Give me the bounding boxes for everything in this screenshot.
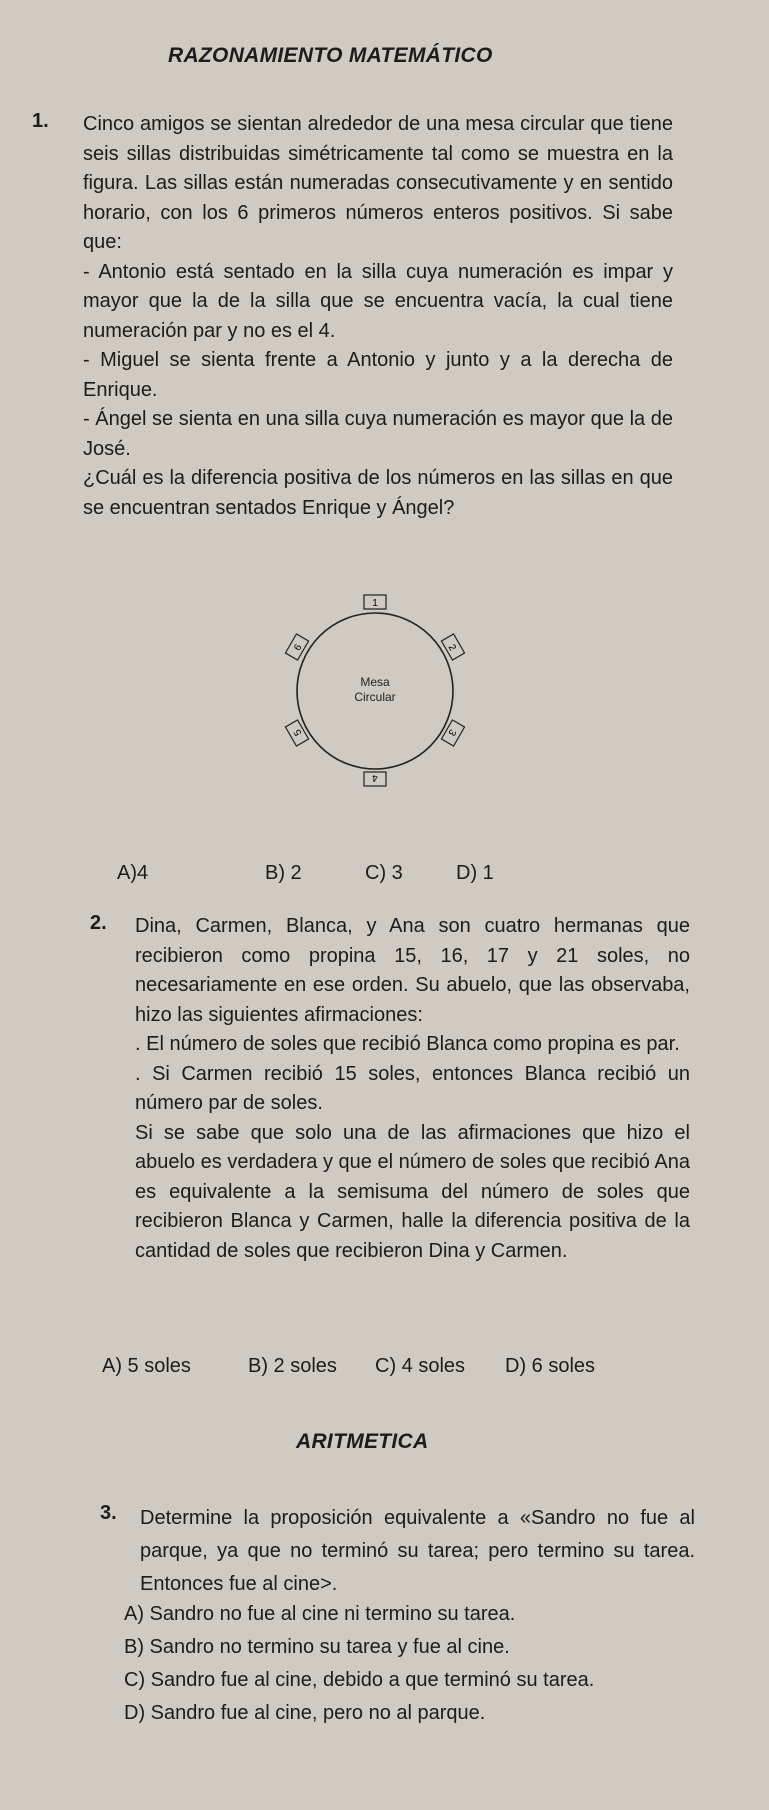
round-table-figure bbox=[268, 585, 483, 795]
q1-option-a[interactable]: A)4 bbox=[117, 862, 149, 884]
q2-option-c[interactable]: C) 4 soles bbox=[375, 1355, 466, 1377]
q2-option-b[interactable]: B) 2 soles bbox=[248, 1355, 337, 1377]
chair-4-number: 4 bbox=[372, 772, 378, 783]
chair-5-number: 5 bbox=[292, 727, 305, 738]
q3-text bbox=[140, 1502, 695, 1601]
q1-option-d[interactable]: D) 1 bbox=[456, 862, 494, 884]
q3-option-c[interactable]: C) Sandro fue al cine, debido a que terminó su tarea. bbox=[124, 1669, 595, 1691]
table-label-line1: Mesa bbox=[360, 675, 390, 689]
q2-question: Si se sabe que solo una de las afirmaciones que hizo el abuelo es verdadera y que el número de soles que recibió Ana es equivalente a la semisuma del número de soles que recibieron Blanca y Carmen, halle la diferencia positiva de la cantidad de soles que recibieron Dina y Carmen. bbox=[135, 1121, 690, 1262]
q3-number: 3. bbox=[100, 1502, 117, 1524]
chair-6-number: 6 bbox=[292, 642, 305, 653]
table-label-line2: Circular bbox=[354, 690, 396, 704]
q2-statement-1: . El número de soles que recibió Blanca como propina es par. bbox=[135, 1033, 680, 1055]
q3-option-b[interactable]: B) Sandro no termino su tarea y fue al cine. bbox=[124, 1636, 510, 1658]
chair-2-number: 2 bbox=[445, 642, 458, 653]
q1-clue-miguel: - Miguel se sienta frente a Antonio y junto y a la derecha de Enrique. bbox=[83, 349, 673, 401]
q1-option-c[interactable]: C) 3 bbox=[365, 862, 403, 884]
chair-1 bbox=[364, 595, 386, 609]
q3-option-d[interactable]: D) Sandro fue al cine, pero no al parque. bbox=[124, 1702, 486, 1724]
q3-option-a[interactable]: A) Sandro no fue al cine ni termino su tarea. bbox=[124, 1603, 516, 1625]
q3-question: Determine la proposición equivalente a «Sandro no fue al parque, ya que no terminó su tarea; pero termino su tarea. Entonces fue al cine>. bbox=[140, 1507, 695, 1595]
q1-text bbox=[83, 110, 673, 523]
q2-intro: Dina, Carmen, Blanca, y Ana son cuatro hermanas que recibieron como propina 15, 16, 17 y 21 soles, no necesariamente en ese orden. Su abuelo, que las observaba, hizo las siguientes afirmaciones: bbox=[135, 915, 690, 1026]
q1-clue-antonio: - Antonio está sentado en la silla cuya numeración es impar y mayor que la de la silla que se encuentra vacía, la cual tiene numeración par y no es el 4. bbox=[83, 260, 673, 342]
q2-text bbox=[135, 912, 690, 1266]
chair-3-number: 3 bbox=[445, 727, 458, 738]
q2-option-a[interactable]: A) 5 soles bbox=[102, 1355, 191, 1377]
chair-1-number: 1 bbox=[372, 598, 378, 609]
q3-options bbox=[124, 1598, 704, 1730]
chair-4 bbox=[364, 772, 386, 786]
q1-question: ¿Cuál es la diferencia positiva de los números en las sillas en que se encuentran sentados Enrique y Ángel? bbox=[83, 467, 673, 519]
q1-number: 1. bbox=[32, 110, 49, 132]
section-heading-razonamiento: RAZONAMIENTO MATEMÁTICO bbox=[168, 44, 493, 67]
q2-option-d[interactable]: D) 6 soles bbox=[505, 1355, 596, 1377]
q1-option-b[interactable]: B) 2 bbox=[265, 862, 302, 884]
q2-number: 2. bbox=[90, 912, 107, 934]
section-heading-aritmetica: ARITMETICA bbox=[296, 1430, 429, 1453]
q2-statement-2: . Si Carmen recibió 15 soles, entonces Blanca recibió un número par de soles. bbox=[135, 1062, 690, 1114]
q1-intro: Cinco amigos se sientan alrededor de una mesa circular que tiene seis sillas distribuidas simétricamente tal como se muestra en la figura. Las sillas están numeradas consecutivamente y en sentido horario, con los 6 primeros números enteros positivos. Si sabe que: bbox=[83, 113, 673, 253]
q1-clue-angel: - Ángel se sienta en una silla cuya numeración es mayor que la de José. bbox=[83, 408, 673, 460]
